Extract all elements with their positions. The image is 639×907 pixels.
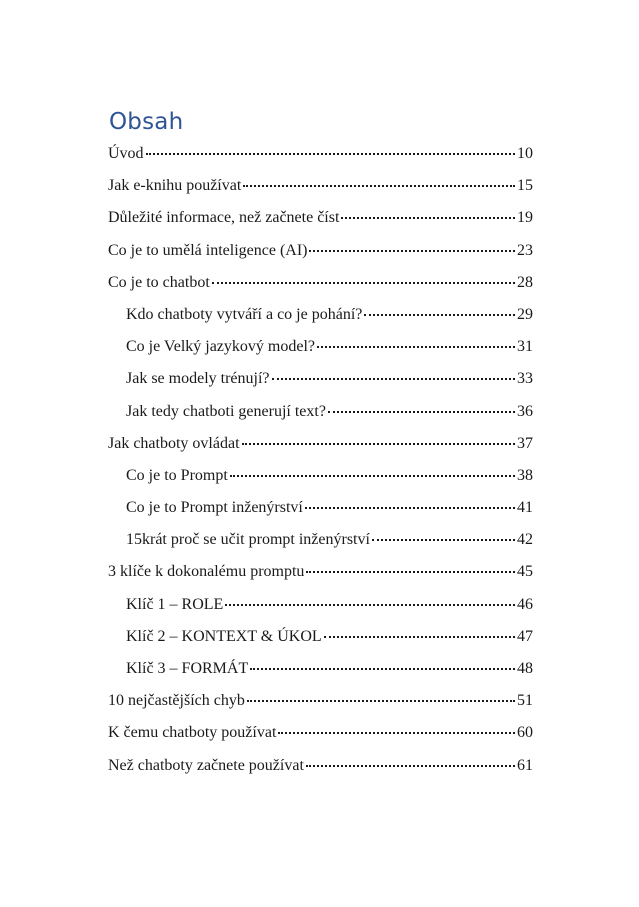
- toc-entry-label: Klíč 3 – FORMÁT: [126, 660, 249, 677]
- toc-entry-page: 15: [517, 177, 533, 195]
- toc-entry-label: Důležité informace, než začnete číst: [108, 209, 340, 227]
- toc-entry-page: 31: [517, 338, 533, 356]
- toc-subentry[interactable]: [108, 300, 533, 332]
- toc-entry-page: 42: [517, 531, 533, 549]
- dot-leader: [341, 215, 515, 219]
- toc-entry-page: 28: [517, 273, 533, 291]
- dot-leader: [146, 151, 515, 155]
- toc-entry-label: Klíč 2 – KONTEXT & ÚKOL: [126, 627, 322, 645]
- toc-entry-page: 45: [517, 563, 533, 581]
- toc-subentry[interactable]: [108, 397, 533, 429]
- toc-entry-label: Co je to Prompt inženýrství: [126, 499, 303, 517]
- dot-leader: [243, 183, 515, 187]
- table-of-contents: [108, 139, 533, 783]
- toc-entry[interactable]: [108, 268, 533, 300]
- toc-entry-label: 10 nejčastějších chyb: [108, 692, 245, 710]
- toc-entry-page: 41: [517, 499, 533, 517]
- dot-leader: [272, 376, 515, 380]
- toc-entry-label: Než chatboty začnete používat: [108, 756, 304, 774]
- dot-leader: [372, 537, 515, 541]
- toc-entry-page: 61: [517, 756, 533, 774]
- toc-entry-label: Jak chatboty ovládat: [108, 434, 240, 452]
- toc-entry-page: 48: [517, 660, 533, 677]
- dot-leader: [230, 473, 515, 477]
- toc-entry-page: 23: [517, 241, 533, 259]
- toc-heading: Obsah: [109, 109, 184, 135]
- toc-subentry[interactable]: [108, 622, 533, 654]
- toc-entry-label: Co je Velký jazykový model?: [126, 338, 315, 356]
- toc-subentry[interactable]: [108, 493, 533, 525]
- toc-entry-page: 51: [517, 692, 533, 710]
- toc-entry[interactable]: [108, 236, 533, 268]
- toc-subentry[interactable]: [108, 461, 533, 493]
- dot-leader: [225, 602, 515, 606]
- toc-entry-page: 37: [517, 434, 533, 452]
- toc-entry-label: Úvod: [108, 145, 144, 162]
- toc-entry-label: Klíč 1 – ROLE: [126, 595, 224, 613]
- toc-entry-page: 33: [517, 370, 533, 388]
- toc-entry[interactable]: [108, 686, 533, 718]
- toc-entry[interactable]: [108, 557, 533, 589]
- dot-leader: [364, 312, 515, 316]
- dot-leader: [306, 763, 515, 767]
- toc-entry-label: Jak e-knihu používat: [108, 177, 242, 195]
- toc-entry-label: Co je to umělá inteligence (AI): [108, 241, 308, 259]
- dot-leader: [250, 666, 515, 670]
- toc-subentry[interactable]: [108, 332, 533, 364]
- toc-entry[interactable]: [108, 718, 533, 750]
- dot-leader: [212, 280, 515, 284]
- toc-subentry[interactable]: [108, 525, 533, 557]
- toc-entry[interactable]: [108, 751, 533, 783]
- toc-entry-page: 36: [517, 402, 533, 420]
- toc-entry-label: 15krát proč se učit prompt inženýrství: [126, 531, 370, 549]
- toc-entry-label: Co je to chatbot: [108, 273, 210, 291]
- toc-entry-label: Jak se modely trénují?: [126, 370, 270, 388]
- dot-leader: [305, 505, 515, 509]
- toc-entry-page: 46: [517, 595, 533, 613]
- toc-entry-label: Jak tedy chatboti generují text?: [126, 402, 326, 420]
- toc-entry-label: K čemu chatboty používat: [108, 724, 277, 742]
- toc-entry[interactable]: [108, 171, 533, 203]
- toc-entry[interactable]: [108, 139, 533, 171]
- toc-entry-label: 3 klíče k dokonalému promptu: [108, 563, 305, 581]
- dot-leader: [247, 698, 515, 702]
- toc-subentry[interactable]: [108, 654, 533, 686]
- toc-entry-page: 47: [517, 627, 533, 645]
- toc-entry-label: Co je to Prompt: [126, 466, 228, 484]
- toc-entry[interactable]: [108, 429, 533, 461]
- dot-leader: [317, 344, 515, 348]
- dot-leader: [306, 569, 515, 573]
- dot-leader: [324, 634, 515, 638]
- toc-entry[interactable]: [108, 203, 533, 235]
- toc-entry-page: 29: [517, 305, 533, 323]
- toc-entry-page: 10: [517, 145, 533, 162]
- dot-leader: [309, 248, 515, 252]
- toc-entry-page: 60: [517, 724, 533, 742]
- toc-subentry[interactable]: [108, 590, 533, 622]
- dot-leader: [328, 409, 515, 413]
- toc-subentry[interactable]: [108, 364, 533, 396]
- toc-entry-page: 38: [517, 466, 533, 484]
- toc-entry-label: Kdo chatboty vytváří a co je pohání?: [126, 305, 363, 323]
- toc-entry-page: 19: [517, 209, 533, 227]
- dot-leader: [278, 730, 515, 734]
- dot-leader: [242, 441, 515, 445]
